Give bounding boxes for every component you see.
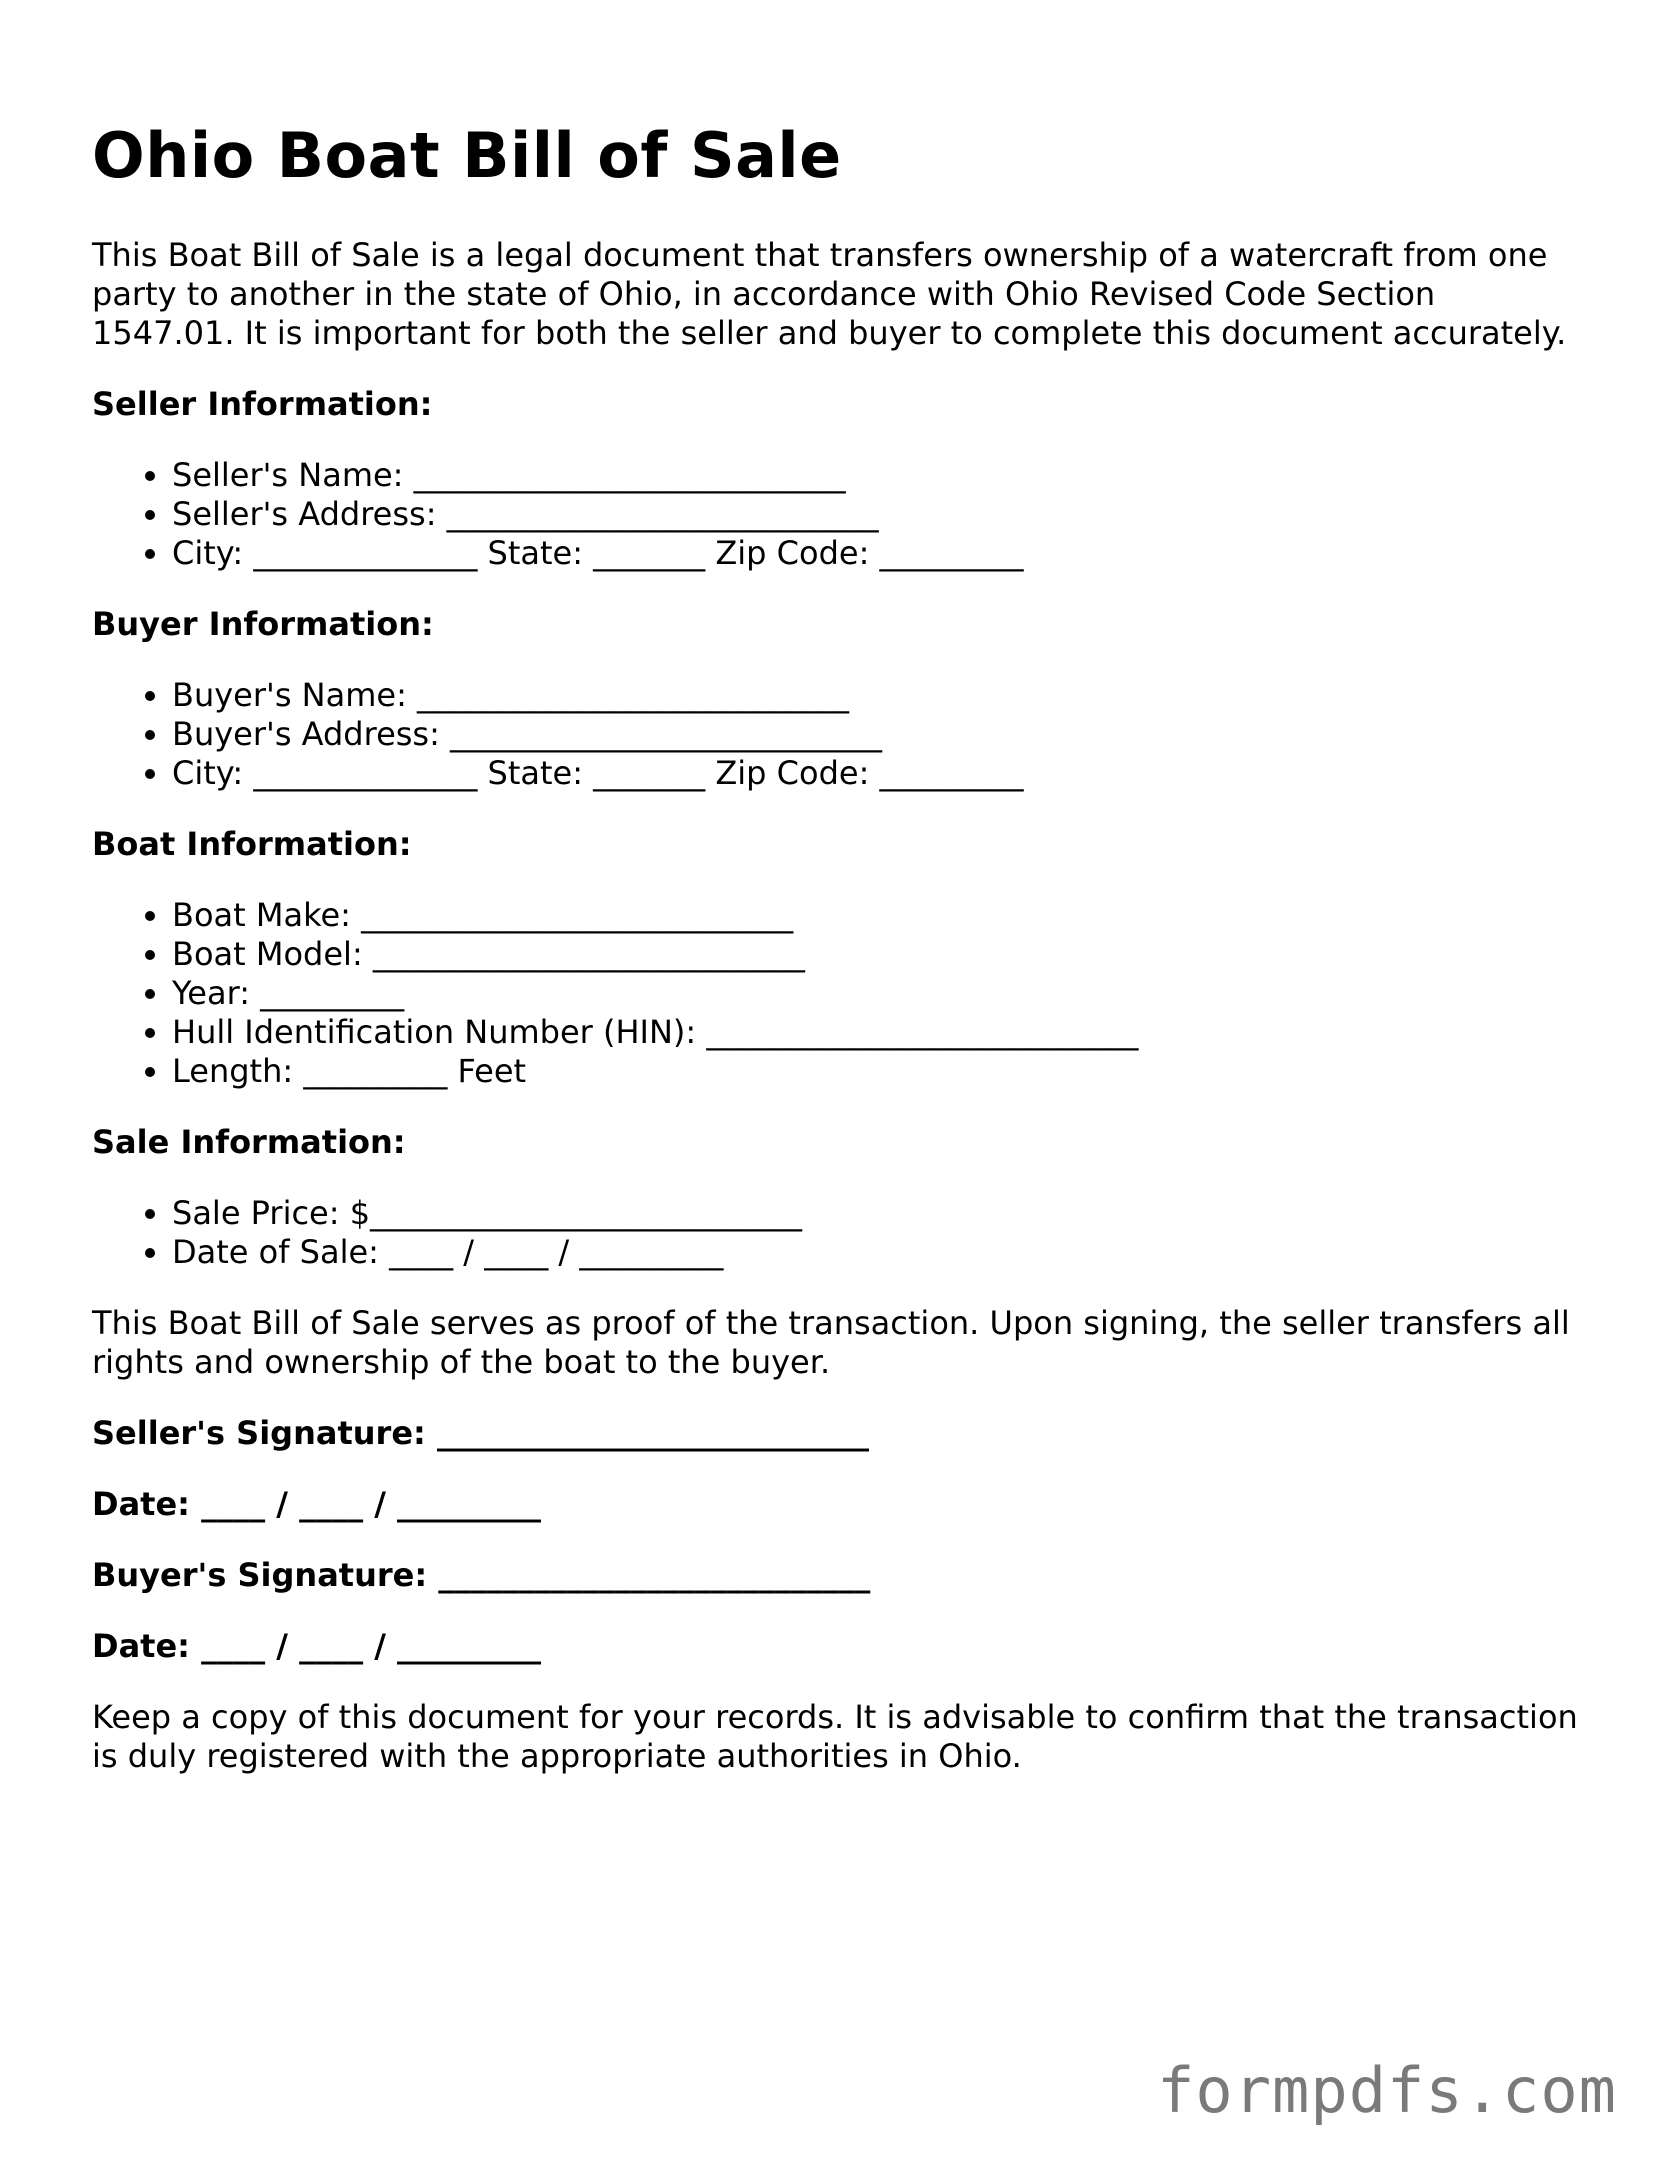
boat-info-list bbox=[92, 896, 1582, 1091]
document-page bbox=[92, 120, 1582, 1776]
buyer-city-state-zip-field: • City: ______________ State: _______ Zip Code: _________ bbox=[172, 754, 1582, 793]
closing-paragraph: This Boat Bill of Sale serves as proof of the transaction. Upon signing, the seller transfers all rights and ownership of the boat to the buyer. bbox=[92, 1304, 1570, 1381]
buyer-date-line: Date: ____ / ____ / _________ bbox=[92, 1627, 542, 1665]
boat-model-field: • Boat Model: ___________________________ bbox=[172, 935, 1582, 974]
footer-note: Keep a copy of this document for your records. It is advisable to confirm that the transaction is duly registered with the appropriate authorities in Ohio. bbox=[92, 1698, 1578, 1775]
seller-name-field: • Seller's Name: ___________________________ bbox=[172, 456, 1582, 495]
buyer-info-list bbox=[92, 676, 1582, 793]
watermark: formpdfs.com bbox=[1157, 2054, 1617, 2127]
seller-info-list bbox=[92, 456, 1582, 573]
sale-info-list bbox=[92, 1194, 1582, 1272]
boat-make-field: • Boat Make: ___________________________ bbox=[172, 896, 1582, 935]
seller-signature-line: Seller's Signature: ___________________________ bbox=[92, 1414, 869, 1452]
seller-section-heading: Seller Information: bbox=[92, 385, 433, 423]
boat-hin-field: • Hull Identification Number (HIN): ___________________________ bbox=[172, 1013, 1582, 1052]
intro-paragraph: This Boat Bill of Sale is a legal document that transfers ownership of a watercraft from one party to another in the state of Ohio, in accordance with Ohio Revised Code Section 1547.01. It is important for both the seller and buyer to complete this document accurately. bbox=[92, 236, 1567, 352]
boat-section-heading: Boat Information: bbox=[92, 825, 412, 863]
page-title: Ohio Boat Bill of Sale bbox=[92, 119, 842, 192]
seller-city-state-zip-field: • City: ______________ State: _______ Zip Code: _________ bbox=[172, 534, 1582, 573]
sale-date-field: • Date of Sale: ____ / ____ / _________ bbox=[172, 1233, 1582, 1272]
boat-year-field: • Year: _________ bbox=[172, 974, 1582, 1013]
buyer-name-field: • Buyer's Name: ___________________________ bbox=[172, 676, 1582, 715]
sale-section-heading: Sale Information: bbox=[92, 1123, 406, 1161]
seller-address-field: • Seller's Address: ___________________________ bbox=[172, 495, 1582, 534]
buyer-section-heading: Buyer Information: bbox=[92, 605, 434, 643]
seller-date-line: Date: ____ / ____ / _________ bbox=[92, 1485, 542, 1523]
buyer-signature-line: Buyer's Signature: ___________________________ bbox=[92, 1556, 871, 1594]
buyer-address-field: • Buyer's Address: ___________________________ bbox=[172, 715, 1582, 754]
boat-length-field: • Length: _________ Feet bbox=[172, 1052, 1582, 1091]
sale-price-field: • Sale Price: $___________________________ bbox=[172, 1194, 1582, 1233]
